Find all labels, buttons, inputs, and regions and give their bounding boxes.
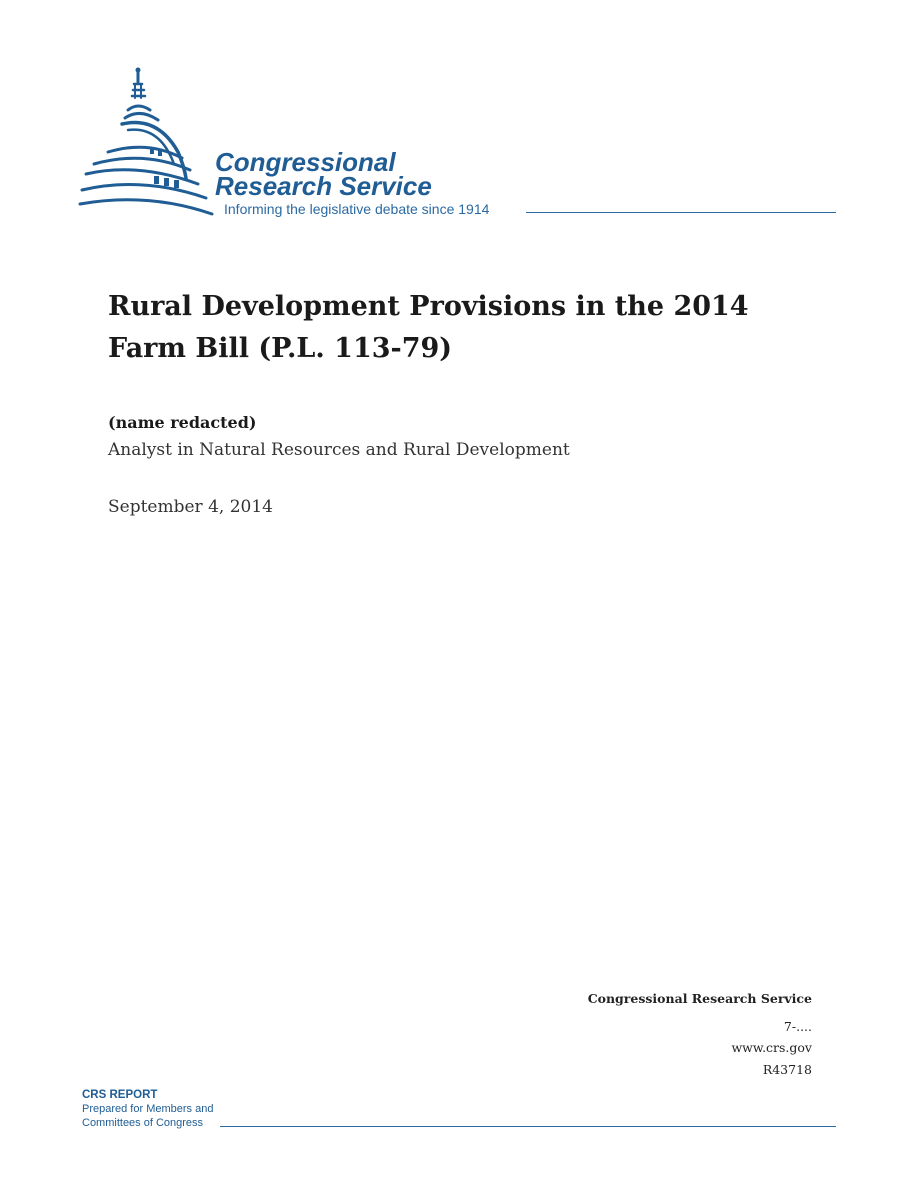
crs-logo xyxy=(78,66,840,226)
website-link[interactable]: www.crs.gov xyxy=(731,1040,812,1055)
footer-line2: Prepared for Members and xyxy=(82,1103,214,1115)
org-name-line2: Research Service xyxy=(215,171,432,201)
author-name: (name redacted) xyxy=(108,413,257,432)
footer-label: CRS REPORT xyxy=(82,1089,158,1101)
author-role: Analyst in Natural Resources and Rural Development xyxy=(108,440,570,460)
footer-line3: Committees of Congress xyxy=(82,1117,204,1129)
report-title: Rural Development Provisions in the 2014 Farm Bill (P.L. 113-79) xyxy=(108,291,749,364)
header-divider xyxy=(526,212,836,213)
report-number: R43718 xyxy=(762,1062,812,1077)
report-code: 7-.... xyxy=(783,1019,812,1034)
report-date: September 4, 2014 xyxy=(108,497,273,517)
capitol-dome-icon xyxy=(78,66,218,226)
org-name-line1: Congressional xyxy=(215,147,396,177)
tagline: Informing the legislative debate since 1914 xyxy=(224,201,490,217)
footer-divider xyxy=(220,1126,836,1127)
publisher-name: Congressional Research Service xyxy=(587,991,812,1006)
